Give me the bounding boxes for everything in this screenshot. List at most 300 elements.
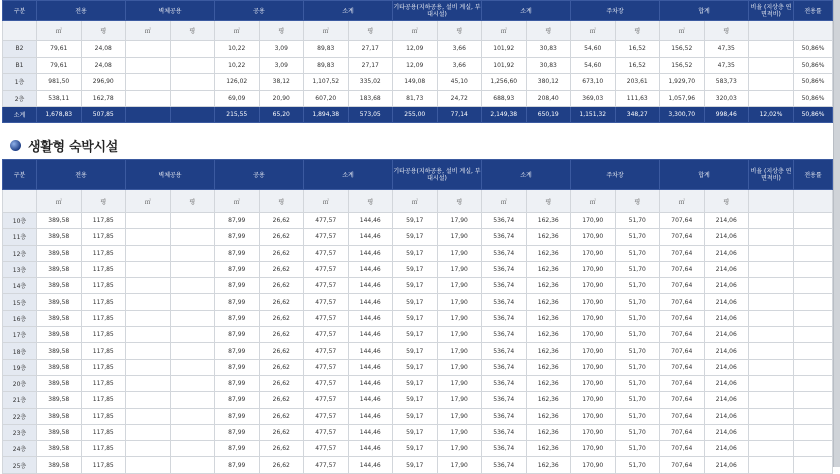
table-cell: 51,70 (615, 392, 660, 408)
table-cell: 156,52 (660, 57, 705, 74)
total-cell: 998,46 (704, 107, 749, 123)
header-cell: 벽체공용 (126, 1, 215, 21)
table-cell: 17,90 (437, 327, 482, 343)
table-cell: 26,62 (259, 343, 304, 359)
table-cell: 389,58 (37, 375, 82, 391)
table-cell: 144,46 (348, 294, 393, 310)
total-cell: 255,00 (393, 107, 438, 123)
table-cell: 17,90 (437, 359, 482, 375)
table-cell: 477,57 (304, 424, 349, 440)
table-cell (749, 359, 794, 375)
table-cell: 162,36 (526, 229, 571, 245)
table-cell (794, 278, 833, 294)
table-cell: 69,09 (215, 90, 260, 107)
table-cell: 170,90 (571, 310, 616, 326)
table-cell: 51,70 (615, 294, 660, 310)
table-cell (126, 57, 171, 74)
table-cell (170, 424, 215, 440)
table-cell: 389,58 (37, 392, 82, 408)
table-cell: 214,06 (704, 343, 749, 359)
table-cell: 26,62 (259, 424, 304, 440)
table-cell: 117,85 (81, 408, 126, 424)
table-row (3, 424, 833, 440)
table-cell: 214,06 (704, 213, 749, 229)
table-cell: 117,85 (81, 213, 126, 229)
table-cell: 59,17 (393, 392, 438, 408)
table-cell: 81,73 (393, 90, 438, 107)
section-heading (10, 136, 118, 154)
table-cell: 38,12 (259, 74, 304, 91)
table-cell: 162,36 (526, 392, 571, 408)
header-cell: 전용률 (794, 1, 833, 21)
table-cell: 59,17 (393, 457, 438, 473)
row-label: 19층 (3, 359, 37, 375)
table-cell: 59,17 (393, 441, 438, 457)
table-cell: 707,64 (660, 457, 705, 473)
table-row (3, 74, 833, 91)
table-cell: 87,99 (215, 408, 260, 424)
table-row (3, 327, 833, 343)
table-cell: 26,62 (259, 261, 304, 277)
table-cell (126, 327, 171, 343)
table-cell: 50,86% (794, 90, 833, 107)
table-cell: 144,46 (348, 278, 393, 294)
table-cell: 54,60 (571, 57, 616, 74)
unit-cell: ㎡ (571, 190, 616, 213)
table-cell (170, 278, 215, 294)
table-cell: 20,90 (259, 90, 304, 107)
table-cell: 51,70 (615, 375, 660, 391)
table-cell: 170,90 (571, 408, 616, 424)
table-cell: 51,70 (615, 457, 660, 473)
table-cell: 477,57 (304, 229, 349, 245)
table-cell (126, 457, 171, 473)
table-cell: 707,64 (660, 245, 705, 261)
table-cell: 87,99 (215, 343, 260, 359)
unit-cell: ㎡ (304, 190, 349, 213)
table-cell (794, 408, 833, 424)
table-cell (170, 90, 215, 107)
header-cell: 소계 (304, 160, 393, 190)
table-cell: 162,36 (526, 245, 571, 261)
table-cell (126, 41, 171, 58)
table-cell: 214,06 (704, 424, 749, 440)
table-cell (749, 441, 794, 457)
table-cell: 477,57 (304, 327, 349, 343)
table-cell: 389,58 (37, 261, 82, 277)
row-label: 12층 (3, 245, 37, 261)
table-cell: 389,58 (37, 327, 82, 343)
table-cell: 26,62 (259, 245, 304, 261)
total-cell: 1,678,83 (37, 107, 82, 123)
table-cell (794, 213, 833, 229)
table-cell: 144,46 (348, 327, 393, 343)
total-cell: 348,27 (615, 107, 660, 123)
unit-cell: 평 (348, 21, 393, 41)
table-cell: 162,36 (526, 310, 571, 326)
table-cell: 17,90 (437, 229, 482, 245)
table-cell: 1,256,60 (482, 74, 527, 91)
table-cell (126, 310, 171, 326)
table-cell (749, 424, 794, 440)
table-cell: 24,08 (81, 41, 126, 58)
table-cell: 707,64 (660, 424, 705, 440)
table-cell: 117,85 (81, 457, 126, 473)
total-cell: 573,05 (348, 107, 393, 123)
table-cell: 162,36 (526, 327, 571, 343)
table-row (3, 57, 833, 74)
table-cell (749, 375, 794, 391)
table-cell: 51,70 (615, 359, 660, 375)
unit-cell: ㎡ (571, 21, 616, 41)
table-cell: 59,17 (393, 408, 438, 424)
table-cell (749, 294, 794, 310)
table-cell (170, 408, 215, 424)
row-label: 21층 (3, 392, 37, 408)
total-cell: 77,14 (437, 107, 482, 123)
table-cell (794, 375, 833, 391)
table-cell: 144,46 (348, 392, 393, 408)
table-cell (749, 213, 794, 229)
total-cell (170, 107, 215, 123)
table-cell: 16,52 (615, 57, 660, 74)
table-cell: 87,99 (215, 294, 260, 310)
table-cell (126, 343, 171, 359)
unit-cell-blank (749, 21, 794, 41)
table-cell: 26,62 (259, 278, 304, 294)
header-cell: 합계 (660, 160, 749, 190)
window-edge (833, 0, 840, 467)
table-cell: 26,62 (259, 359, 304, 375)
table-cell: 144,46 (348, 343, 393, 359)
table-cell: 51,70 (615, 261, 660, 277)
unit-cell: 평 (526, 190, 571, 213)
bullet-icon (10, 140, 21, 151)
table-cell: 87,99 (215, 457, 260, 473)
table-cell (126, 261, 171, 277)
table-cell: 10,22 (215, 41, 260, 58)
unit-cell: 평 (259, 21, 304, 41)
table-cell: 170,90 (571, 343, 616, 359)
table-cell: 162,36 (526, 424, 571, 440)
unit-cell-blank (794, 190, 833, 213)
table-cell: 536,74 (482, 229, 527, 245)
table-cell: 144,46 (348, 457, 393, 473)
table-cell: 144,46 (348, 359, 393, 375)
table-cell (170, 375, 215, 391)
table-cell: 59,17 (393, 294, 438, 310)
unit-cell: ㎡ (393, 190, 438, 213)
table-cell: 170,90 (571, 213, 616, 229)
table-cell: 477,57 (304, 261, 349, 277)
unit-cell: 평 (615, 190, 660, 213)
header-cell: 소계 (482, 1, 571, 21)
table-cell: 51,70 (615, 327, 660, 343)
table-cell: 688,93 (482, 90, 527, 107)
table-row (3, 441, 833, 457)
table-cell: 59,17 (393, 245, 438, 261)
table-cell (794, 441, 833, 457)
unit-cell: ㎡ (37, 21, 82, 41)
table-cell: 162,78 (81, 90, 126, 107)
header-cell: 소계 (482, 160, 571, 190)
table-cell: 214,06 (704, 441, 749, 457)
header-cell: 공용 (215, 1, 304, 21)
unit-cell: 평 (170, 190, 215, 213)
table-cell: 144,46 (348, 424, 393, 440)
table-cell: 214,06 (704, 392, 749, 408)
table-cell: 214,06 (704, 229, 749, 245)
table-cell: 156,52 (660, 41, 705, 58)
table-cell: 117,85 (81, 278, 126, 294)
unit-cell: ㎡ (393, 21, 438, 41)
total-cell (126, 107, 171, 123)
table-cell: 51,70 (615, 441, 660, 457)
unit-cell: ㎡ (482, 21, 527, 41)
table-cell: 536,74 (482, 327, 527, 343)
unit-cell: ㎡ (660, 190, 705, 213)
table-cell: 477,57 (304, 359, 349, 375)
table-cell: 17,90 (437, 441, 482, 457)
table-header-row (3, 1, 833, 21)
table-cell: 162,36 (526, 375, 571, 391)
table-cell: 162,36 (526, 408, 571, 424)
table-cell (126, 90, 171, 107)
table-cell: 59,17 (393, 343, 438, 359)
table-cell: 536,74 (482, 245, 527, 261)
table-cell: 24,08 (81, 57, 126, 74)
table-cell: 477,57 (304, 213, 349, 229)
table-cell: 89,83 (304, 41, 349, 58)
table-cell: 59,17 (393, 310, 438, 326)
table-cell (794, 343, 833, 359)
header-cell: 주차장 (571, 160, 660, 190)
table-cell: 45,10 (437, 74, 482, 91)
table-cell: 26,62 (259, 408, 304, 424)
table-cell: 17,90 (437, 375, 482, 391)
row-label: 15층 (3, 294, 37, 310)
unit-cell: 평 (81, 21, 126, 41)
table-cell: 17,90 (437, 424, 482, 440)
table-cell: 1,057,96 (660, 90, 705, 107)
table-cell (126, 408, 171, 424)
table-row (3, 261, 833, 277)
table-cell: 707,64 (660, 294, 705, 310)
table-cell: 607,20 (304, 90, 349, 107)
total-cell: 507,85 (81, 107, 126, 123)
row-label: 22층 (3, 408, 37, 424)
total-cell: 1,151,32 (571, 107, 616, 123)
table-cell: 3,09 (259, 57, 304, 74)
table-cell: 707,64 (660, 375, 705, 391)
table-cell: 17,90 (437, 261, 482, 277)
table-cell: 170,90 (571, 375, 616, 391)
table-cell: 170,90 (571, 245, 616, 261)
table-cell (126, 392, 171, 408)
table-cell: 536,74 (482, 294, 527, 310)
table-cell (170, 245, 215, 261)
table-cell: 214,06 (704, 261, 749, 277)
table-cell (170, 213, 215, 229)
row-label: B2 (3, 41, 37, 58)
table-cell: 707,64 (660, 359, 705, 375)
table-cell (126, 213, 171, 229)
section-title: 생활형 숙박시설 (28, 139, 119, 155)
table-cell (126, 441, 171, 457)
total-cell: 650,19 (526, 107, 571, 123)
table-cell (749, 392, 794, 408)
header-cell: 기타공용(지하공용, 설비 계실, 부대시설) (393, 1, 482, 21)
table-cell (794, 310, 833, 326)
table-cell: 51,70 (615, 229, 660, 245)
unit-cell: 평 (704, 190, 749, 213)
table-row (3, 278, 833, 294)
table-cell: 477,57 (304, 294, 349, 310)
table-cell: 320,03 (704, 90, 749, 107)
table-cell: 26,62 (259, 213, 304, 229)
unit-cell: 평 (704, 21, 749, 41)
table-cell (749, 90, 794, 107)
table-cell: 26,62 (259, 294, 304, 310)
row-label: 18층 (3, 343, 37, 359)
table-cell: 1,107,52 (304, 74, 349, 91)
table-cell (794, 457, 833, 473)
table-cell: 170,90 (571, 392, 616, 408)
table-cell: 214,06 (704, 359, 749, 375)
unit-cell: ㎡ (215, 190, 260, 213)
row-label: 2층 (3, 90, 37, 107)
table-cell: 51,70 (615, 278, 660, 294)
table-cell: 26,62 (259, 375, 304, 391)
table-cell: 536,74 (482, 310, 527, 326)
table-cell: 10,22 (215, 57, 260, 74)
table-cell: 17,90 (437, 213, 482, 229)
table-cell (170, 359, 215, 375)
total-cell: 50,86% (794, 107, 833, 123)
table-cell: 59,17 (393, 424, 438, 440)
table-cell: 117,85 (81, 294, 126, 310)
table-cell: 144,46 (348, 375, 393, 391)
table-cell: 538,11 (37, 90, 82, 107)
table-cell: 707,64 (660, 310, 705, 326)
table-cell: 144,46 (348, 441, 393, 457)
table-cell: 117,85 (81, 424, 126, 440)
table-cell: 536,74 (482, 343, 527, 359)
table-cell: 536,74 (482, 278, 527, 294)
unit-cell: ㎡ (215, 21, 260, 41)
table-cell: 87,99 (215, 261, 260, 277)
header-cell: 공용 (215, 160, 304, 190)
row-label: 23층 (3, 424, 37, 440)
units-blank (3, 21, 37, 41)
table-cell: 51,70 (615, 245, 660, 261)
table-cell: 707,64 (660, 278, 705, 294)
table-cell: 162,36 (526, 261, 571, 277)
table-cell: 477,57 (304, 408, 349, 424)
table-cell: 170,90 (571, 359, 616, 375)
table-cell: 389,58 (37, 278, 82, 294)
units-row (3, 21, 833, 41)
total-cell: 215,55 (215, 107, 260, 123)
table-cell: 87,99 (215, 278, 260, 294)
table-cell: 26,62 (259, 327, 304, 343)
table-cell: 389,58 (37, 213, 82, 229)
table-cell (749, 229, 794, 245)
table-cell (749, 41, 794, 58)
table-cell: 89,83 (304, 57, 349, 74)
header-cell: 전용률 (794, 160, 833, 190)
row-label: B1 (3, 57, 37, 74)
row-label: 25층 (3, 457, 37, 473)
table-cell: 126,02 (215, 74, 260, 91)
table-cell: 26,62 (259, 310, 304, 326)
table-cell: 707,64 (660, 261, 705, 277)
table-header-row (3, 160, 833, 190)
table-cell: 51,70 (615, 424, 660, 440)
unit-cell: 평 (437, 21, 482, 41)
table-cell: 47,35 (704, 57, 749, 74)
table-cell: 117,85 (81, 245, 126, 261)
table-cell: 170,90 (571, 424, 616, 440)
table-cell: 707,64 (660, 441, 705, 457)
table-cell: 59,17 (393, 229, 438, 245)
table-cell: 17,90 (437, 408, 482, 424)
table-cell: 26,62 (259, 457, 304, 473)
table-cell: 707,64 (660, 392, 705, 408)
table-cell (749, 278, 794, 294)
table-cell: 477,57 (304, 310, 349, 326)
table-cell: 50,86% (794, 41, 833, 58)
row-label: 20층 (3, 375, 37, 391)
table-row (3, 359, 833, 375)
table-cell: 477,57 (304, 441, 349, 457)
table-cell: 27,17 (348, 41, 393, 58)
table-cell: 3,66 (437, 41, 482, 58)
table-cell: 389,58 (37, 343, 82, 359)
table-row (3, 375, 833, 391)
table-cell: 144,46 (348, 229, 393, 245)
table-cell: 59,17 (393, 327, 438, 343)
table-cell: 162,36 (526, 343, 571, 359)
table-cell: 162,36 (526, 441, 571, 457)
table-cell: 214,06 (704, 245, 749, 261)
table-cell: 30,83 (526, 57, 571, 74)
table-cell: 170,90 (571, 294, 616, 310)
unit-cell: 평 (259, 190, 304, 213)
area-table-residence (2, 159, 833, 474)
table-cell: 144,46 (348, 245, 393, 261)
header-cell: 기타공용(지하공용, 설비 계실, 부대시설) (393, 160, 482, 190)
table-cell: 144,46 (348, 213, 393, 229)
table-cell: 26,62 (259, 392, 304, 408)
table-cell: 50,86% (794, 57, 833, 74)
table-cell: 707,64 (660, 229, 705, 245)
table-cell (170, 261, 215, 277)
table-cell (749, 457, 794, 473)
table-cell: 389,58 (37, 229, 82, 245)
table-cell: 87,99 (215, 213, 260, 229)
table-cell: 111,63 (615, 90, 660, 107)
unit-cell: 평 (348, 190, 393, 213)
header-cell: 구분 (3, 160, 37, 190)
table-cell: 389,58 (37, 245, 82, 261)
table-cell: 59,17 (393, 375, 438, 391)
table-cell: 203,61 (615, 74, 660, 91)
table-cell (170, 57, 215, 74)
table-cell: 170,90 (571, 441, 616, 457)
table-cell (749, 327, 794, 343)
table-cell: 87,99 (215, 375, 260, 391)
